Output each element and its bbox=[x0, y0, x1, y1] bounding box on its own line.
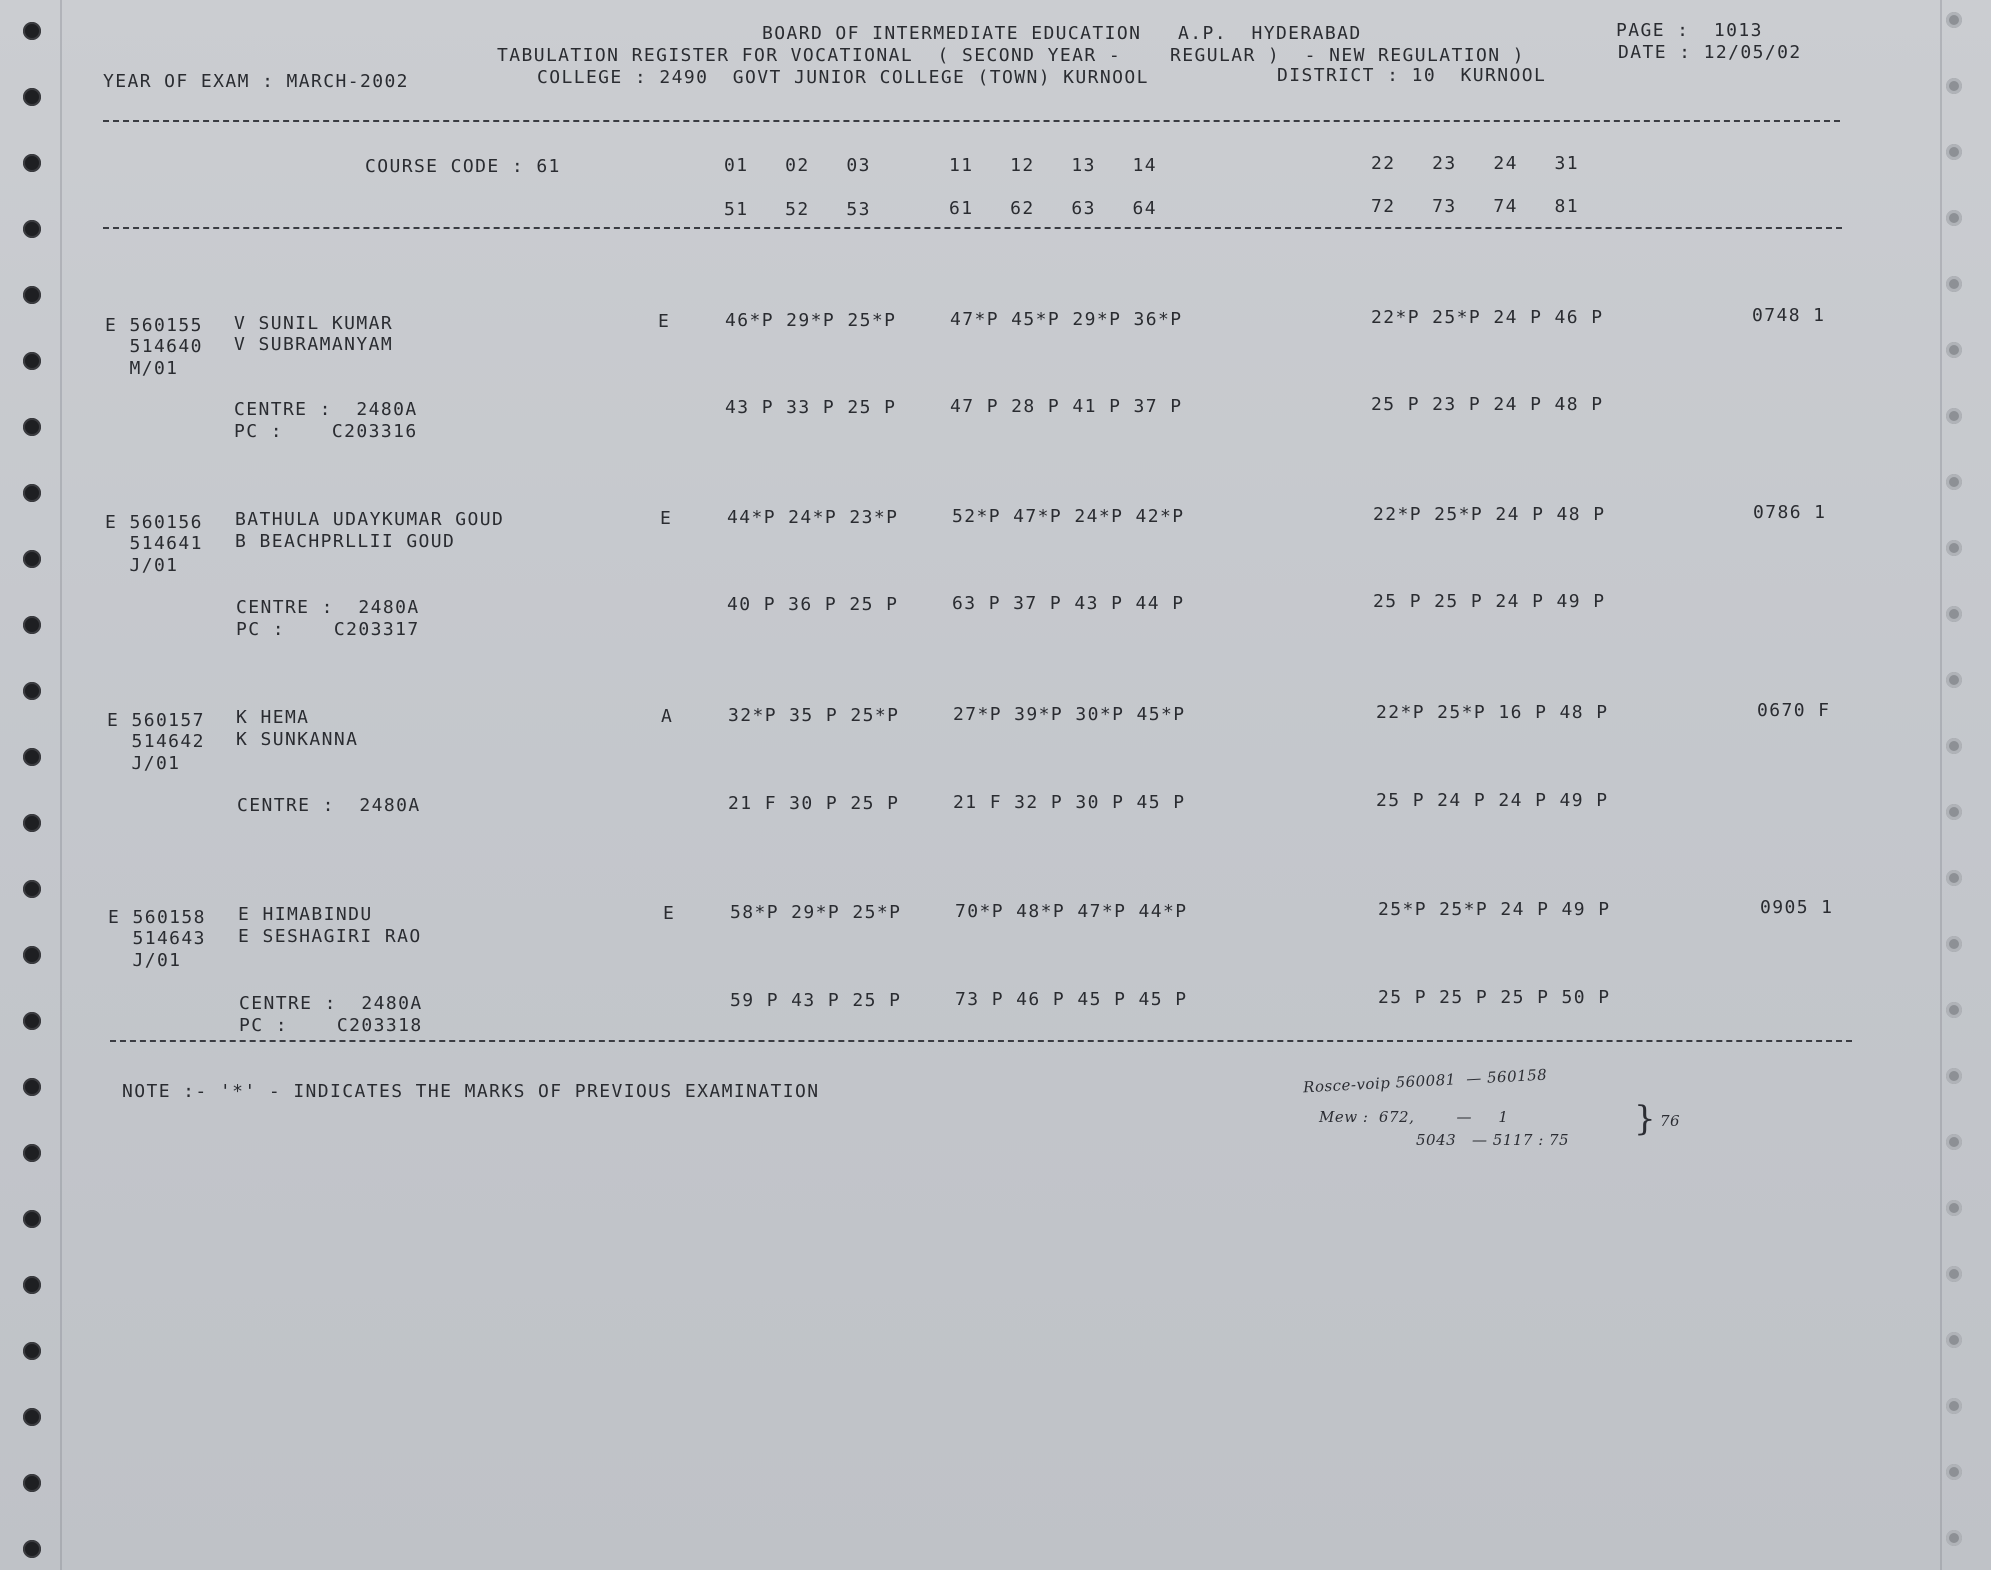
registration-number: 514640 bbox=[105, 336, 203, 357]
register-title: TABULATION REGISTER FOR VOCATIONAL ( SECOND YEAR - REGULAR ) - NEW REGULATION ) bbox=[497, 45, 1525, 66]
medium-code: J/01 bbox=[107, 753, 181, 774]
total-and-result: 0905 1 bbox=[1760, 897, 1834, 918]
tractor-hole bbox=[1946, 540, 1962, 556]
student-name: BATHULA UDAYKUMAR GOUD bbox=[235, 509, 505, 530]
print-date: DATE : 12/05/02 bbox=[1618, 42, 1802, 63]
tractor-hole bbox=[1946, 870, 1962, 886]
marks-second-year-group1: 21 F 30 P 25 P bbox=[728, 793, 900, 814]
tractor-hole bbox=[23, 88, 41, 106]
marks-first-year-group1: 46*P 29*P 25*P bbox=[725, 310, 897, 331]
grade: E bbox=[660, 508, 673, 529]
tractor-hole bbox=[1946, 606, 1962, 622]
handwritten-line-1: Rosce-voip 560081 — 560158 bbox=[1302, 1065, 1548, 1097]
year-of-exam: YEAR OF EXAM : MARCH-2002 bbox=[103, 71, 409, 92]
father-name: V SUBRAMANYAM bbox=[234, 334, 394, 355]
handwritten-line-3: 5043 — 5117 : 75 bbox=[1416, 1131, 1570, 1149]
tractor-hole bbox=[23, 880, 41, 898]
total-and-result: 0786 1 bbox=[1753, 502, 1827, 523]
college-name: COLLEGE : 2490 GOVT JUNIOR COLLEGE (TOWN) KURNOOL bbox=[537, 67, 1149, 88]
pc-number: PC : C203317 bbox=[236, 619, 420, 640]
marks-first-year-group2: 52*P 47*P 24*P 42*P bbox=[952, 506, 1185, 527]
medium-code: J/01 bbox=[105, 555, 179, 576]
marks-second-year-group3: 25 P 23 P 24 P 48 P bbox=[1371, 394, 1604, 415]
grade: E bbox=[663, 903, 676, 924]
student-name: E HIMABINDU bbox=[238, 904, 373, 925]
tractor-hole bbox=[23, 748, 41, 766]
page-number: PAGE : 1013 bbox=[1616, 20, 1763, 41]
handwritten-brace: } bbox=[1634, 1099, 1656, 1139]
registration-number: 514643 bbox=[108, 928, 206, 949]
medium-code: J/01 bbox=[108, 950, 182, 971]
subject-codes-row2-group1: 51 52 53 bbox=[724, 199, 871, 220]
tractor-hole bbox=[23, 1408, 41, 1426]
hall-ticket-number: E 560156 bbox=[105, 512, 203, 533]
board-title: BOARD OF INTERMEDIATE EDUCATION A.P. HYDERABAD bbox=[762, 23, 1362, 44]
subject-codes-row1-group3: 22 23 24 31 bbox=[1371, 153, 1580, 174]
total-and-result: 0670 F bbox=[1757, 700, 1831, 721]
tractor-hole bbox=[1946, 1068, 1962, 1084]
marks-second-year-group1: 40 P 36 P 25 P bbox=[727, 594, 899, 615]
hall-ticket-number: E 560157 bbox=[107, 710, 205, 731]
tractor-hole bbox=[23, 1276, 41, 1294]
tractor-hole bbox=[1946, 1332, 1962, 1348]
centre-code: CENTRE : 2480A bbox=[237, 795, 421, 816]
tractor-hole bbox=[1946, 210, 1962, 226]
hall-ticket-number: E 560158 bbox=[108, 907, 206, 928]
centre-code: CENTRE : 2480A bbox=[239, 993, 423, 1014]
tractor-hole bbox=[23, 1012, 41, 1030]
footnote: NOTE :- '*' - INDICATES THE MARKS OF PREVIOUS EXAMINATION bbox=[122, 1081, 820, 1102]
footer-divider bbox=[110, 1040, 1852, 1042]
tractor-hole bbox=[1946, 1134, 1962, 1150]
tractor-hole bbox=[1946, 1200, 1962, 1216]
tractor-hole bbox=[1946, 144, 1962, 160]
tractor-hole bbox=[23, 1540, 41, 1558]
marks-first-year-group3: 25*P 25*P 24 P 49 P bbox=[1378, 899, 1611, 920]
centre-code: CENTRE : 2480A bbox=[234, 399, 418, 420]
tractor-hole bbox=[23, 22, 41, 40]
left-perforation-line bbox=[60, 0, 62, 1570]
father-name: B BEACHPRLLII GOUD bbox=[235, 531, 456, 552]
tractor-hole bbox=[23, 1078, 41, 1096]
subject-codes-row1-group1: 01 02 03 bbox=[724, 155, 871, 176]
tractor-hole bbox=[23, 352, 41, 370]
registration-number: 514641 bbox=[105, 533, 203, 554]
tractor-hole bbox=[1946, 738, 1962, 754]
tractor-hole bbox=[23, 286, 41, 304]
tractor-hole bbox=[23, 154, 41, 172]
marks-second-year-group3: 25 P 25 P 24 P 49 P bbox=[1373, 591, 1606, 612]
tractor-hole bbox=[1946, 78, 1962, 94]
father-name: E SESHAGIRI RAO bbox=[238, 926, 422, 947]
tractor-hole bbox=[1946, 1398, 1962, 1414]
student-name: K HEMA bbox=[236, 707, 310, 728]
subject-codes-row2-group2: 61 62 63 64 bbox=[949, 198, 1158, 219]
hall-ticket-number: E 560155 bbox=[105, 315, 203, 336]
tractor-hole bbox=[1946, 408, 1962, 424]
tractor-hole bbox=[1946, 1530, 1962, 1546]
marks-first-year-group3: 22*P 25*P 24 P 48 P bbox=[1373, 504, 1606, 525]
tractor-hole bbox=[23, 1474, 41, 1492]
tractor-hole bbox=[23, 616, 41, 634]
district: DISTRICT : 10 KURNOOL bbox=[1277, 65, 1547, 86]
marks-first-year-group1: 32*P 35 P 25*P bbox=[728, 705, 900, 726]
marks-first-year-group2: 47*P 45*P 29*P 36*P bbox=[950, 309, 1183, 330]
marks-second-year-group2: 21 F 32 P 30 P 45 P bbox=[953, 792, 1186, 813]
tractor-hole bbox=[23, 550, 41, 568]
centre-code: CENTRE : 2480A bbox=[236, 597, 420, 618]
marks-second-year-group2: 73 P 46 P 45 P 45 P bbox=[955, 989, 1188, 1010]
tractor-hole bbox=[1946, 1266, 1962, 1282]
marks-second-year-group1: 43 P 33 P 25 P bbox=[725, 397, 897, 418]
tractor-hole bbox=[1946, 474, 1962, 490]
marks-second-year-group2: 63 P 37 P 43 P 44 P bbox=[952, 593, 1185, 614]
tractor-hole bbox=[23, 946, 41, 964]
tractor-hole bbox=[23, 682, 41, 700]
subject-codes-row1-group2: 11 12 13 14 bbox=[949, 155, 1158, 176]
tractor-hole bbox=[23, 220, 41, 238]
marks-first-year-group2: 70*P 48*P 47*P 44*P bbox=[955, 901, 1188, 922]
tractor-hole bbox=[23, 418, 41, 436]
tractor-hole bbox=[23, 484, 41, 502]
marks-first-year-group2: 27*P 39*P 30*P 45*P bbox=[953, 704, 1186, 725]
total-and-result: 0748 1 bbox=[1752, 305, 1826, 326]
pc-number: PC : C203316 bbox=[234, 421, 418, 442]
pc-number: PC : C203318 bbox=[239, 1015, 423, 1036]
tractor-hole bbox=[23, 1342, 41, 1360]
tractor-hole bbox=[23, 1210, 41, 1228]
grade: A bbox=[661, 706, 674, 727]
marks-second-year-group3: 25 P 24 P 24 P 49 P bbox=[1376, 790, 1609, 811]
father-name: K SUNKANNA bbox=[236, 729, 359, 750]
registration-number: 514642 bbox=[107, 731, 205, 752]
marks-first-year-group3: 22*P 25*P 16 P 48 P bbox=[1376, 702, 1609, 723]
medium-code: M/01 bbox=[105, 358, 179, 379]
right-perforation-line bbox=[1940, 0, 1942, 1570]
marks-first-year-group1: 58*P 29*P 25*P bbox=[730, 902, 902, 923]
handwritten-line-2: Mew : 672, — 1 bbox=[1319, 1108, 1509, 1126]
grade: E bbox=[658, 311, 671, 332]
marks-second-year-group1: 59 P 43 P 25 P bbox=[730, 990, 902, 1011]
tractor-hole bbox=[1946, 12, 1962, 28]
tractor-hole bbox=[23, 814, 41, 832]
tractor-hole bbox=[1946, 276, 1962, 292]
marks-first-year-group1: 44*P 24*P 23*P bbox=[727, 507, 899, 528]
tractor-hole bbox=[1946, 804, 1962, 820]
tractor-hole bbox=[1946, 1002, 1962, 1018]
subject-codes-row2-group3: 72 73 74 81 bbox=[1371, 196, 1580, 217]
tractor-hole bbox=[1946, 1464, 1962, 1480]
marks-second-year-group2: 47 P 28 P 41 P 37 P bbox=[950, 396, 1183, 417]
course-code: COURSE CODE : 61 bbox=[365, 156, 561, 177]
column-header-divider bbox=[103, 227, 1842, 229]
handwritten-total: 76 bbox=[1660, 1112, 1681, 1130]
tractor-hole bbox=[1946, 342, 1962, 358]
tractor-hole bbox=[23, 1144, 41, 1162]
header-divider bbox=[103, 120, 1840, 122]
student-name: V SUNIL KUMAR bbox=[234, 313, 394, 334]
tractor-hole bbox=[1946, 936, 1962, 952]
marks-second-year-group3: 25 P 25 P 25 P 50 P bbox=[1378, 987, 1611, 1008]
marks-first-year-group3: 22*P 25*P 24 P 46 P bbox=[1371, 307, 1604, 328]
tractor-hole bbox=[1946, 672, 1962, 688]
